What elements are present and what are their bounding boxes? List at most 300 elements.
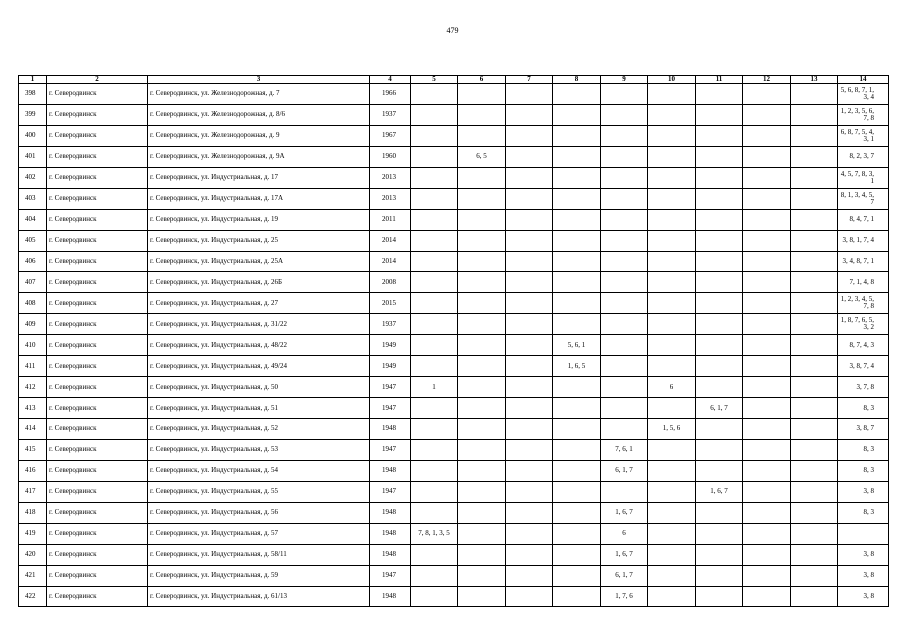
col12-cell [743, 544, 791, 565]
year-cell: 1948 [370, 523, 411, 544]
table-row [19, 398, 889, 419]
col12-cell [743, 439, 791, 460]
col8-cell [553, 188, 601, 209]
col12-cell [743, 565, 791, 586]
col10-cell [648, 460, 696, 481]
col12-cell [743, 460, 791, 481]
col14-cell: 3, 8, 7, 4 [838, 356, 889, 377]
col14-cell: 3, 8 [838, 481, 889, 502]
city-cell: г. Северодвинск [47, 314, 148, 335]
col9-cell: 7, 6, 1 [601, 439, 648, 460]
col6-cell [458, 272, 506, 293]
header-cell: 4 [370, 76, 411, 84]
col10-cell [648, 523, 696, 544]
col5-cell [411, 314, 458, 335]
col14-cell: 4, 5, 7, 8, 3, 1 [838, 167, 889, 188]
table-row [19, 188, 889, 209]
address-cell: г. Северодвинск, ул. Индустриальная, д. 52 [148, 419, 370, 440]
col7-cell [506, 230, 553, 251]
col5-cell [411, 398, 458, 419]
col8-cell [553, 209, 601, 230]
table-row [19, 167, 889, 188]
col9-cell: 1, 7, 6 [601, 586, 648, 607]
col7-cell [506, 398, 553, 419]
col6-cell [458, 167, 506, 188]
col7-cell [506, 188, 553, 209]
city-cell: г. Северодвинск [47, 167, 148, 188]
col12-cell [743, 356, 791, 377]
col7-cell [506, 419, 553, 440]
row-number-cell: 420 [19, 544, 47, 565]
col14-cell: 8, 1, 3, 4, 5, 7 [838, 188, 889, 209]
col10-cell [648, 146, 696, 167]
row-number-cell: 407 [19, 272, 47, 293]
col9-cell [601, 84, 648, 105]
address-cell: г. Северодвинск, ул. Индустриальная, д. 25 [148, 230, 370, 251]
city-cell: г. Северодвинск [47, 523, 148, 544]
col11-cell [696, 188, 743, 209]
city-cell: г. Северодвинск [47, 104, 148, 125]
address-cell: г. Северодвинск, ул. Индустриальная, д. 19 [148, 209, 370, 230]
col8-cell [553, 251, 601, 272]
row-number-cell: 417 [19, 481, 47, 502]
col5-cell: 7, 8, 1, 3, 5 [411, 523, 458, 544]
col10-cell [648, 230, 696, 251]
col11-cell: 6, 1, 7 [696, 398, 743, 419]
col7-cell [506, 314, 553, 335]
col8-cell [553, 481, 601, 502]
col13-cell [791, 167, 838, 188]
col5-cell [411, 188, 458, 209]
col10-cell [648, 544, 696, 565]
col12-cell [743, 335, 791, 356]
year-cell: 1948 [370, 502, 411, 523]
header-cell: 9 [601, 76, 648, 84]
col6-cell [458, 104, 506, 125]
col8-cell [553, 419, 601, 440]
col13-cell [791, 104, 838, 125]
col11-cell [696, 167, 743, 188]
city-cell: г. Северодвинск [47, 377, 148, 398]
col8-cell [553, 377, 601, 398]
col11-cell [696, 523, 743, 544]
col6-cell [458, 335, 506, 356]
col14-cell: 8, 7, 4, 3 [838, 335, 889, 356]
col12-cell [743, 523, 791, 544]
table-row [19, 272, 889, 293]
col9-cell [601, 293, 648, 314]
col8-cell: 5, 6, 1 [553, 335, 601, 356]
col6-cell [458, 439, 506, 460]
col13-cell [791, 460, 838, 481]
table-row [19, 335, 889, 356]
col7-cell [506, 209, 553, 230]
col9-cell [601, 419, 648, 440]
city-cell: г. Северодвинск [47, 209, 148, 230]
address-cell: г. Северодвинск, ул. Индустриальная, д. 61/13 [148, 586, 370, 607]
table-row [19, 251, 889, 272]
col14-cell: 8, 3 [838, 460, 889, 481]
col14-cell: 3, 8 [838, 565, 889, 586]
col8-cell [553, 146, 601, 167]
col11-cell [696, 125, 743, 146]
col13-cell [791, 125, 838, 146]
col7-cell [506, 146, 553, 167]
address-cell: г. Северодвинск, ул. Индустриальная, д. 59 [148, 565, 370, 586]
col6-cell [458, 293, 506, 314]
col9-cell [601, 272, 648, 293]
header-cell: 12 [743, 76, 791, 84]
address-cell: г. Северодвинск, ул. Индустриальная, д. 58/11 [148, 544, 370, 565]
col11-cell [696, 377, 743, 398]
col5-cell [411, 104, 458, 125]
col14-cell: 5, 6, 8, 7, 1, 3, 4 [838, 84, 889, 105]
year-cell: 2014 [370, 251, 411, 272]
address-cell: г. Северодвинск, ул. Железнодорожная, д. 9А [148, 146, 370, 167]
col6-cell [458, 460, 506, 481]
col12-cell [743, 481, 791, 502]
col14-cell: 8, 3 [838, 439, 889, 460]
col7-cell [506, 335, 553, 356]
col7-cell [506, 439, 553, 460]
year-cell: 2011 [370, 209, 411, 230]
address-cell: г. Северодвинск, ул. Индустриальная, д. 57 [148, 523, 370, 544]
table-row [19, 502, 889, 523]
col6-cell [458, 419, 506, 440]
year-cell: 1947 [370, 481, 411, 502]
col12-cell [743, 84, 791, 105]
col9-cell: 1, 6, 7 [601, 544, 648, 565]
col6-cell [458, 356, 506, 377]
col6-cell [458, 481, 506, 502]
col6-cell [458, 586, 506, 607]
year-cell: 1967 [370, 125, 411, 146]
col9-cell: 6, 1, 7 [601, 565, 648, 586]
address-cell: г. Северодвинск, ул. Индустриальная, д. 53 [148, 439, 370, 460]
registry-table [18, 75, 889, 607]
col5-cell [411, 502, 458, 523]
col8-cell [553, 104, 601, 125]
col7-cell [506, 481, 553, 502]
col12-cell [743, 104, 791, 125]
row-number-cell: 399 [19, 104, 47, 125]
col14-cell: 8, 3 [838, 502, 889, 523]
col10-cell [648, 188, 696, 209]
col11-cell [696, 209, 743, 230]
col13-cell [791, 146, 838, 167]
col6-cell [458, 230, 506, 251]
col10-cell [648, 125, 696, 146]
address-cell: г. Северодвинск, ул. Индустриальная, д. 56 [148, 502, 370, 523]
row-number-cell: 402 [19, 167, 47, 188]
col5-cell [411, 481, 458, 502]
col11-cell [696, 146, 743, 167]
col13-cell [791, 209, 838, 230]
col14-cell: 1, 2, 3, 5, 6, 7, 8 [838, 104, 889, 125]
col6-cell [458, 377, 506, 398]
col13-cell [791, 481, 838, 502]
table-row [19, 439, 889, 460]
row-number-cell: 403 [19, 188, 47, 209]
table-row [19, 419, 889, 440]
col13-cell [791, 523, 838, 544]
row-number-cell: 410 [19, 335, 47, 356]
col5-cell: 1 [411, 377, 458, 398]
col10-cell: 6 [648, 377, 696, 398]
address-cell: г. Северодвинск, ул. Индустриальная, д. 55 [148, 481, 370, 502]
col9-cell [601, 230, 648, 251]
col11-cell [696, 272, 743, 293]
header-cell: 2 [47, 76, 148, 84]
col9-cell [601, 377, 648, 398]
city-cell: г. Северодвинск [47, 419, 148, 440]
col13-cell [791, 439, 838, 460]
city-cell: г. Северодвинск [47, 230, 148, 251]
row-number-cell: 404 [19, 209, 47, 230]
table-row [19, 544, 889, 565]
col5-cell [411, 209, 458, 230]
col9-cell [601, 146, 648, 167]
col5-cell [411, 565, 458, 586]
year-cell: 1947 [370, 565, 411, 586]
row-number-cell: 418 [19, 502, 47, 523]
address-cell: г. Северодвинск, ул. Индустриальная, д. 50 [148, 377, 370, 398]
year-cell: 1960 [370, 146, 411, 167]
col8-cell [553, 125, 601, 146]
col11-cell [696, 544, 743, 565]
row-number-cell: 414 [19, 419, 47, 440]
col5-cell [411, 544, 458, 565]
city-cell: г. Северодвинск [47, 125, 148, 146]
col5-cell [411, 419, 458, 440]
col10-cell [648, 356, 696, 377]
row-number-cell: 412 [19, 377, 47, 398]
col14-cell: 3, 8 [838, 586, 889, 607]
col11-cell [696, 586, 743, 607]
table-row [19, 377, 889, 398]
col10-cell [648, 293, 696, 314]
header-cell: 8 [553, 76, 601, 84]
row-number-cell: 409 [19, 314, 47, 335]
col5-cell [411, 356, 458, 377]
col9-cell: 1, 6, 7 [601, 502, 648, 523]
address-cell: г. Северодвинск, ул. Индустриальная, д. 26Б [148, 272, 370, 293]
col8-cell [553, 272, 601, 293]
city-cell: г. Северодвинск [47, 481, 148, 502]
col13-cell [791, 398, 838, 419]
col5-cell [411, 230, 458, 251]
city-cell: г. Северодвинск [47, 188, 148, 209]
col14-cell [838, 523, 889, 544]
col5-cell [411, 272, 458, 293]
col14-cell: 8, 2, 3, 7 [838, 146, 889, 167]
col13-cell [791, 356, 838, 377]
row-number-cell: 413 [19, 398, 47, 419]
table-row [19, 293, 889, 314]
city-cell: г. Северодвинск [47, 586, 148, 607]
col12-cell [743, 167, 791, 188]
year-cell: 2008 [370, 272, 411, 293]
col14-cell: 1, 2, 3, 4, 5, 7, 8 [838, 293, 889, 314]
col10-cell [648, 209, 696, 230]
col11-cell [696, 84, 743, 105]
col8-cell [553, 565, 601, 586]
table-row [19, 460, 889, 481]
year-cell: 1948 [370, 419, 411, 440]
col8-cell [553, 293, 601, 314]
col14-cell: 7, 1, 4, 8 [838, 272, 889, 293]
col10-cell [648, 167, 696, 188]
col7-cell [506, 460, 553, 481]
city-cell: г. Северодвинск [47, 356, 148, 377]
table-row [19, 523, 889, 544]
col9-cell [601, 125, 648, 146]
city-cell: г. Северодвинск [47, 439, 148, 460]
year-cell: 1949 [370, 356, 411, 377]
address-cell: г. Северодвинск, ул. Индустриальная, д. 54 [148, 460, 370, 481]
table-row [19, 84, 889, 105]
col9-cell [601, 104, 648, 125]
col9-cell [601, 167, 648, 188]
col11-cell [696, 335, 743, 356]
col12-cell [743, 209, 791, 230]
year-cell: 1948 [370, 460, 411, 481]
col6-cell [458, 523, 506, 544]
col7-cell [506, 565, 553, 586]
col10-cell [648, 398, 696, 419]
year-cell: 2013 [370, 188, 411, 209]
row-number-cell: 406 [19, 251, 47, 272]
header-cell: 1 [19, 76, 47, 84]
year-cell: 2015 [370, 293, 411, 314]
year-cell: 2014 [370, 230, 411, 251]
table-row [19, 125, 889, 146]
table-row [19, 586, 889, 607]
col10-cell [648, 251, 696, 272]
col14-cell: 3, 8 [838, 544, 889, 565]
col8-cell [553, 586, 601, 607]
col9-cell: 6, 1, 7 [601, 460, 648, 481]
col12-cell [743, 586, 791, 607]
col10-cell [648, 335, 696, 356]
col7-cell [506, 293, 553, 314]
col11-cell [696, 460, 743, 481]
year-cell: 1966 [370, 84, 411, 105]
year-cell: 1947 [370, 398, 411, 419]
col5-cell [411, 293, 458, 314]
col14-cell: 3, 4, 8, 7, 1 [838, 251, 889, 272]
city-cell: г. Северодвинск [47, 272, 148, 293]
col6-cell [458, 125, 506, 146]
col7-cell [506, 125, 553, 146]
row-number-cell: 401 [19, 146, 47, 167]
col5-cell [411, 84, 458, 105]
city-cell: г. Северодвинск [47, 565, 148, 586]
row-number-cell: 405 [19, 230, 47, 251]
city-cell: г. Северодвинск [47, 398, 148, 419]
col14-cell: 3, 8, 7 [838, 419, 889, 440]
col5-cell [411, 167, 458, 188]
col10-cell [648, 84, 696, 105]
col7-cell [506, 272, 553, 293]
col10-cell [648, 104, 696, 125]
col9-cell [601, 481, 648, 502]
address-cell: г. Северодвинск, ул. Индустриальная, д. 17А [148, 188, 370, 209]
col11-cell [696, 293, 743, 314]
address-cell: г. Северодвинск, ул. Индустриальная, д. 31/22 [148, 314, 370, 335]
city-cell: г. Северодвинск [47, 335, 148, 356]
header-cell: 6 [458, 76, 506, 84]
header-cell: 14 [838, 76, 889, 84]
col9-cell [601, 335, 648, 356]
col11-cell [696, 565, 743, 586]
col13-cell [791, 565, 838, 586]
header-cell: 13 [791, 76, 838, 84]
col9-cell [601, 356, 648, 377]
col8-cell [553, 314, 601, 335]
col9-cell [601, 251, 648, 272]
col11-cell [696, 502, 743, 523]
col13-cell [791, 188, 838, 209]
col11-cell: 1, 6, 7 [696, 481, 743, 502]
col8-cell [553, 460, 601, 481]
row-number-cell: 408 [19, 293, 47, 314]
col5-cell [411, 146, 458, 167]
col13-cell [791, 544, 838, 565]
address-cell: г. Северодвинск, ул. Железнодорожная, д. 9 [148, 125, 370, 146]
row-number-cell: 398 [19, 84, 47, 105]
col13-cell [791, 502, 838, 523]
col13-cell [791, 84, 838, 105]
col12-cell [743, 272, 791, 293]
col5-cell [411, 586, 458, 607]
col7-cell [506, 377, 553, 398]
col9-cell [601, 314, 648, 335]
col12-cell [743, 146, 791, 167]
col11-cell [696, 230, 743, 251]
col11-cell [696, 439, 743, 460]
col10-cell [648, 565, 696, 586]
address-cell: г. Северодвинск, ул. Индустриальная, д. 51 [148, 398, 370, 419]
row-number-cell: 400 [19, 125, 47, 146]
col7-cell [506, 104, 553, 125]
col10-cell [648, 586, 696, 607]
col14-cell: 3, 8, 1, 7, 4 [838, 230, 889, 251]
year-cell: 1948 [370, 544, 411, 565]
col11-cell [696, 251, 743, 272]
col10-cell [648, 481, 696, 502]
col10-cell [648, 272, 696, 293]
row-number-cell: 415 [19, 439, 47, 460]
col12-cell [743, 188, 791, 209]
row-number-cell: 421 [19, 565, 47, 586]
table-body [19, 84, 889, 607]
col5-cell [411, 460, 458, 481]
city-cell: г. Северодвинск [47, 251, 148, 272]
table-row [19, 481, 889, 502]
col13-cell [791, 419, 838, 440]
col6-cell [458, 209, 506, 230]
col6-cell [458, 188, 506, 209]
col7-cell [506, 84, 553, 105]
col10-cell [648, 439, 696, 460]
col13-cell [791, 377, 838, 398]
header-cell: 10 [648, 76, 696, 84]
col6-cell [458, 544, 506, 565]
table-row [19, 209, 889, 230]
address-cell: г. Северодвинск, ул. Индустриальная, д. 48/22 [148, 335, 370, 356]
col5-cell [411, 125, 458, 146]
